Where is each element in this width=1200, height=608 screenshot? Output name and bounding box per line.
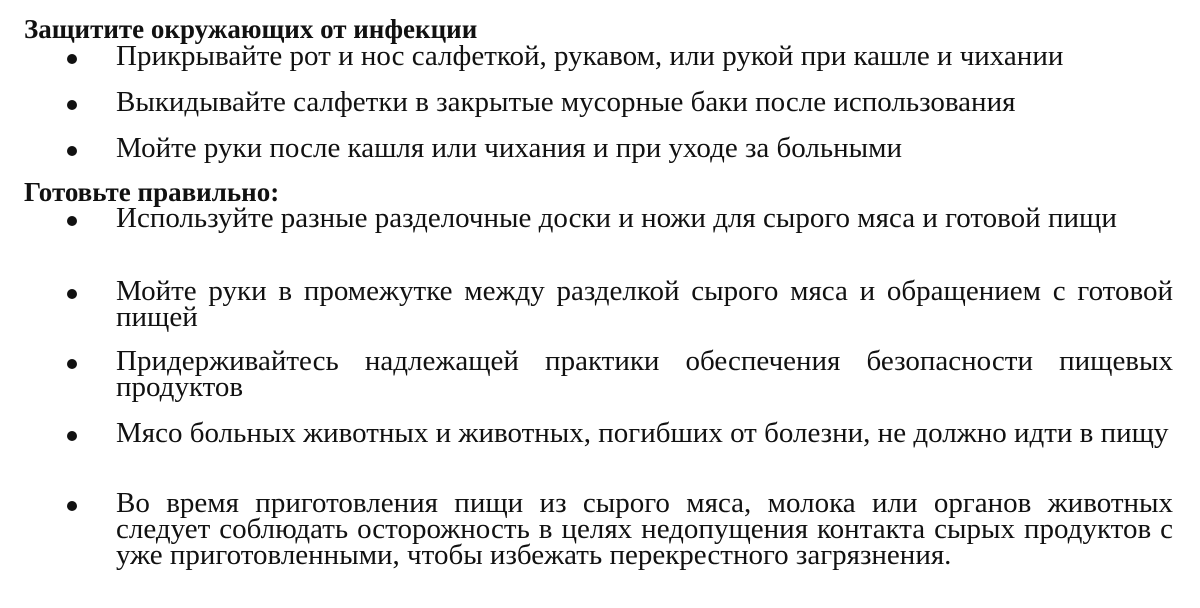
list-item-text: Мойте руки после кашля или чихания и при уходе за больными [116, 132, 902, 164]
bullet-icon [67, 359, 77, 369]
list-item-text: Придерживайтесь надлежащей практики обеспечения безопасности пищевых продуктов [116, 345, 1173, 403]
bullet-icon [67, 431, 77, 441]
bullet-icon [67, 289, 77, 299]
list-item-text: Используйте разные разделочные доски и ножи для сырого мяса и готовой пищи [116, 202, 1117, 234]
list-item-text: Прикрывайте рот и нос салфеткой, рукавом, или рукой при кашле и чихании [116, 40, 1064, 72]
bullet-icon [67, 501, 77, 511]
bullet-icon [67, 146, 77, 156]
section-heading-infection: Защитите окружающих от инфекции [24, 14, 478, 44]
bullet-icon [67, 54, 77, 64]
list-item-text: Выкидывайте салфетки в закрытые мусорные баки после использования [116, 86, 1016, 118]
bullet-icon [67, 100, 77, 110]
section-heading-cooking: Готовьте правильно: [24, 177, 280, 207]
list-item-text: Во время приготовления пищи из сырого мяса, молока или органов животных следует соблюдать осторожность в целях недопущения контакта сырых продуктов с уже приготовленными, чтобы избежать перекрестного загрязнения. [116, 487, 1173, 571]
list-item-text: Мясо больных животных и животных, погибших от болезни, не должно идти в пищу [116, 417, 1169, 449]
list-item-text: Мойте руки в промежутке между разделкой сырого мяса и обращением с готовой пищей [116, 275, 1173, 333]
bullet-icon [67, 216, 77, 226]
